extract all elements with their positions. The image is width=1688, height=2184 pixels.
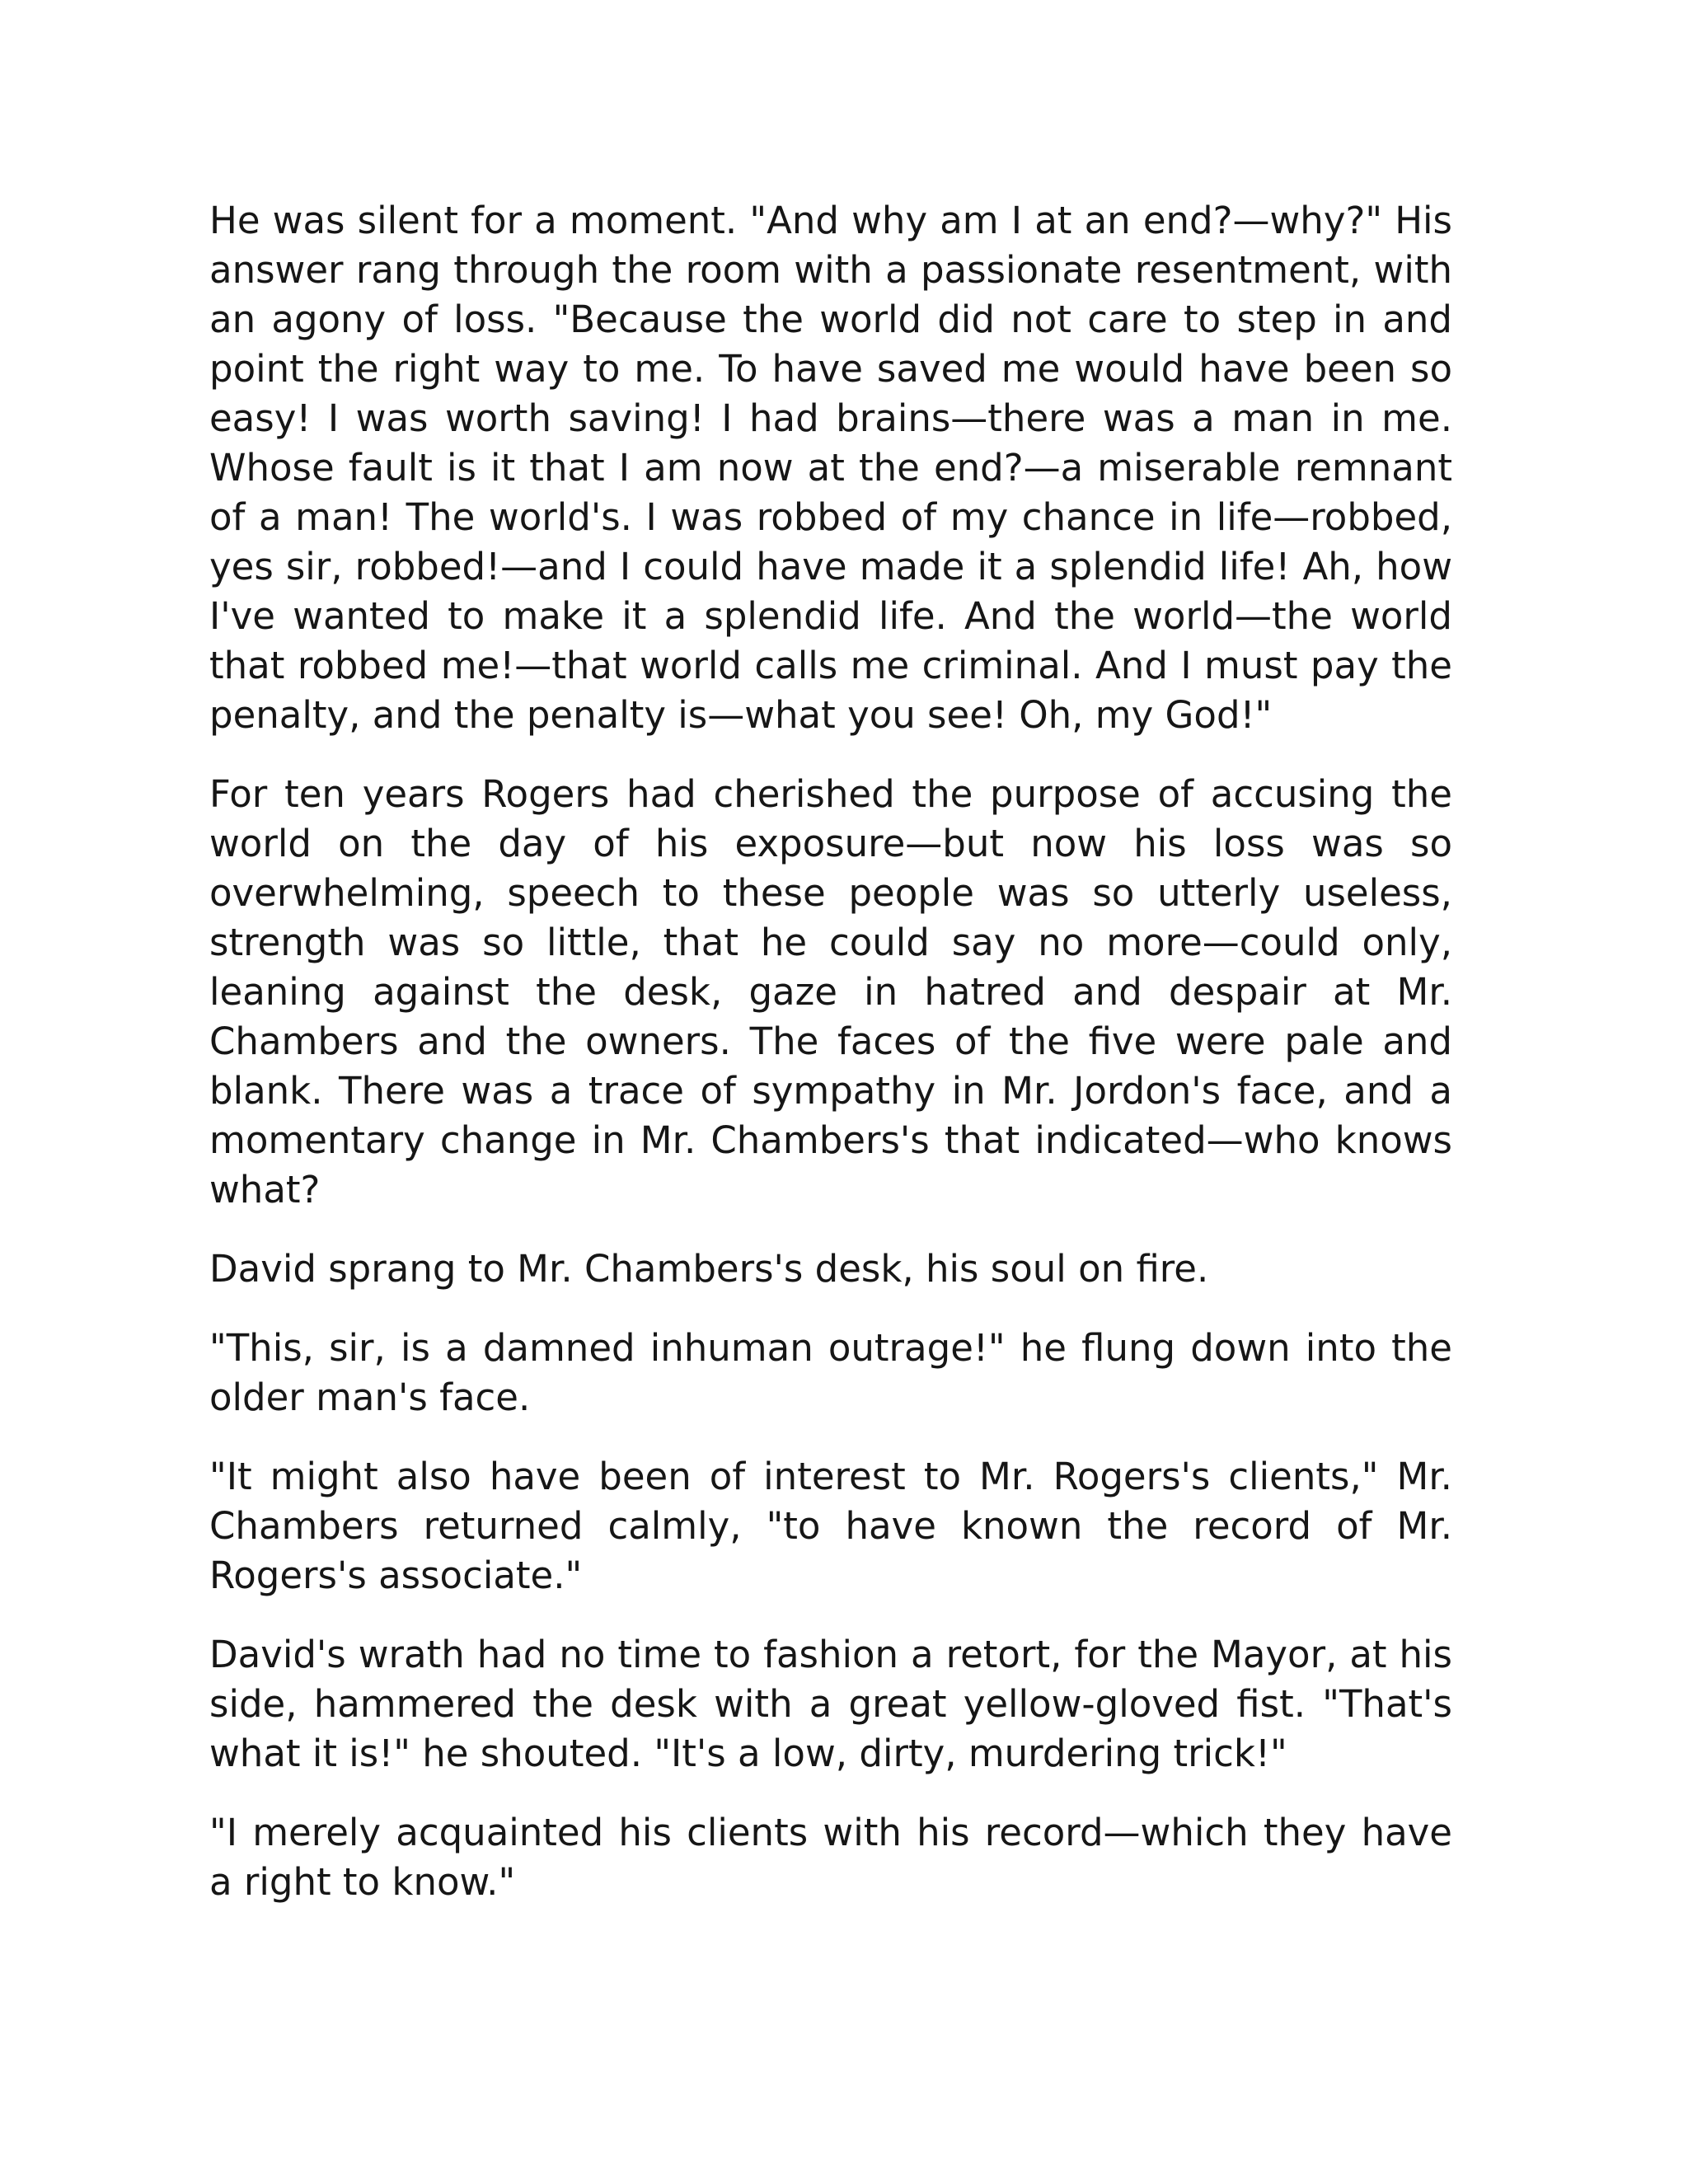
paragraph-6: David's wrath had no time to fashion a retort, for the Mayor, at his side, hammered the desk with a great yellow-gloved fist. "That's what it is!" he shouted. "It's a low, dirty, murdering trick!": [209, 1633, 1452, 1775]
document-page: [209, 196, 1452, 1937]
paragraph-2: For ten years Rogers had cherished the purpose of accusing the world on the day of his exposure—but now his loss was so overwhelming, speech to these people was so utterly useless, strength was so little, that he could say no more—could only, leaning against the desk, gaze in hatred and despair at Mr. Chambers and the owners. The faces of the five were pale and blank. There was a trace of sympathy in Mr. Jordon's face, and a momentary change in Mr. Chambers's that indicated—who knows what?: [209, 772, 1452, 1212]
paragraph-7: "I merely acquainted his clients with his record—which they have a right to know.": [209, 1811, 1452, 1904]
paragraph-5: "It might also have been of interest to Mr. Rogers's clients," Mr. Chambers returned calmly, "to have known the record of Mr. Rogers's associate.": [209, 1455, 1452, 1597]
paragraph-1: He was silent for a moment. "And why am I at an end?—why?" His answer rang through the room with a passionate resentment, with an agony of loss. "Because the world did not care to step in and point the right way to me. To have saved me would have been so easy! I was worth saving! I had brains—there was a man in me. Whose fault is it that I am now at the end?—a miserable remnant of a man! The world's. I was robbed of my chance in life—robbed, yes sir, robbed!—and I could have made it a splendid life! Ah, how I've wanted to make it a splendid life. And the world—the world that robbed me!—that world calls me criminal. And I must pay the penalty, and the penalty is—what you see! Oh, my God!": [209, 199, 1452, 737]
paragraph-4: "This, sir, is a damned inhuman outrage!" he flung down into the older man's face.: [209, 1326, 1452, 1419]
paragraph-3: David sprang to Mr. Chambers's desk, his soul on fire.: [209, 1247, 1209, 1291]
